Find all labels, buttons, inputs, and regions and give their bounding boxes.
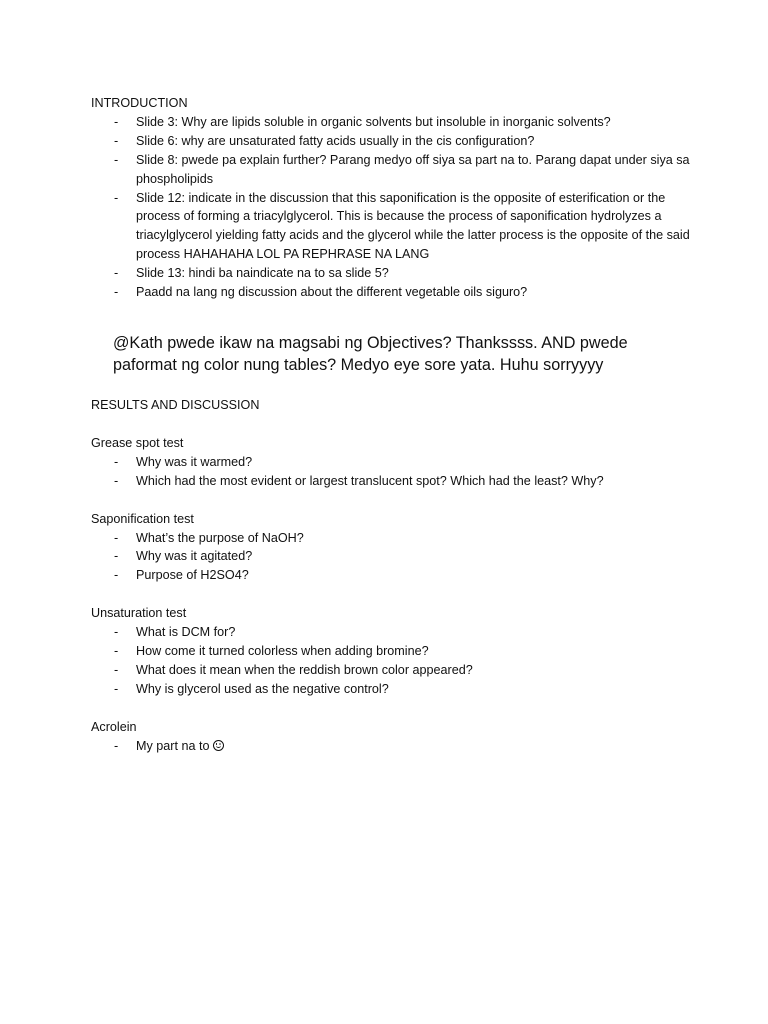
spacer bbox=[91, 491, 691, 510]
list-item: - What does it mean when the reddish brown color appeared? bbox=[91, 661, 691, 680]
introduction-heading: INTRODUCTION bbox=[91, 96, 188, 110]
acrolein-list bbox=[91, 737, 691, 756]
list-item: - Why was it agitated? bbox=[91, 547, 691, 566]
spacer bbox=[91, 415, 691, 434]
list-item: - Purpose of H2SO4? bbox=[91, 566, 691, 585]
list-item: - How come it turned colorless when adding bromine? bbox=[91, 642, 691, 661]
spacer bbox=[91, 585, 691, 604]
spacer bbox=[91, 377, 691, 396]
spacer bbox=[91, 699, 691, 718]
list-item: - Why was it warmed? bbox=[91, 453, 691, 472]
list-item: - Slide 12: indicate in the discussion that this saponification is the opposite of esterification or the process of forming a triacylglycerol. This is because the process of saponification hydrolyzes a triacylglycerol yielding fatty acids and the glycerol while the latter process is the opposite of the said process HAHAHAHA LOL PA REPHRASE NA LANG bbox=[91, 189, 691, 265]
list-item: - What is DCM for? bbox=[91, 623, 691, 642]
list-item: - Paadd na lang ng discussion about the different vegetable oils siguro? bbox=[91, 283, 691, 302]
list-item: - Slide 8: pwede pa explain further? Parang medyo off siya sa part na to. Parang dapat under siya sa phospholipids bbox=[91, 151, 691, 189]
list-item: - Why is glycerol used as the negative control? bbox=[91, 680, 691, 699]
results-heading: RESULTS AND DISCUSSION bbox=[91, 397, 260, 412]
saponification-heading: Saponification test bbox=[91, 511, 194, 526]
list-item: - Slide 6: why are unsaturated fatty acids usually in the cis configuration? bbox=[91, 132, 691, 151]
list-item: - What’s the purpose of NaOH? bbox=[91, 529, 691, 548]
note-to-kath: @Kath pwede ikaw na magsabi ng Objectives? Thankssss. AND pwede paformat ng color nung tables? Medyo eye sore yata. Huhu sorryyyy bbox=[113, 333, 628, 375]
unsaturation-heading: Unsaturation test bbox=[91, 606, 187, 621]
acrolein-heading: Acrolein bbox=[91, 719, 137, 734]
spacer bbox=[91, 302, 691, 332]
grease-spot-list bbox=[91, 453, 691, 491]
list-item: - Slide 13: hindi ba naindicate na to sa slide 5? bbox=[91, 264, 691, 283]
introduction-list bbox=[91, 113, 691, 302]
document-page bbox=[91, 94, 691, 756]
grease-spot-heading: Grease spot test bbox=[91, 435, 184, 450]
unsaturation-list bbox=[91, 623, 691, 699]
smiley-icon bbox=[213, 740, 224, 751]
saponification-list bbox=[91, 529, 691, 586]
list-item: - Slide 3: Why are lipids soluble in organic solvents but insoluble in inorganic solvents? bbox=[91, 113, 691, 132]
list-item-text: My part na to bbox=[136, 738, 210, 753]
list-item: - Which had the most evident or largest translucent spot? Which had the least? Why? bbox=[91, 472, 691, 491]
list-item bbox=[91, 737, 691, 756]
